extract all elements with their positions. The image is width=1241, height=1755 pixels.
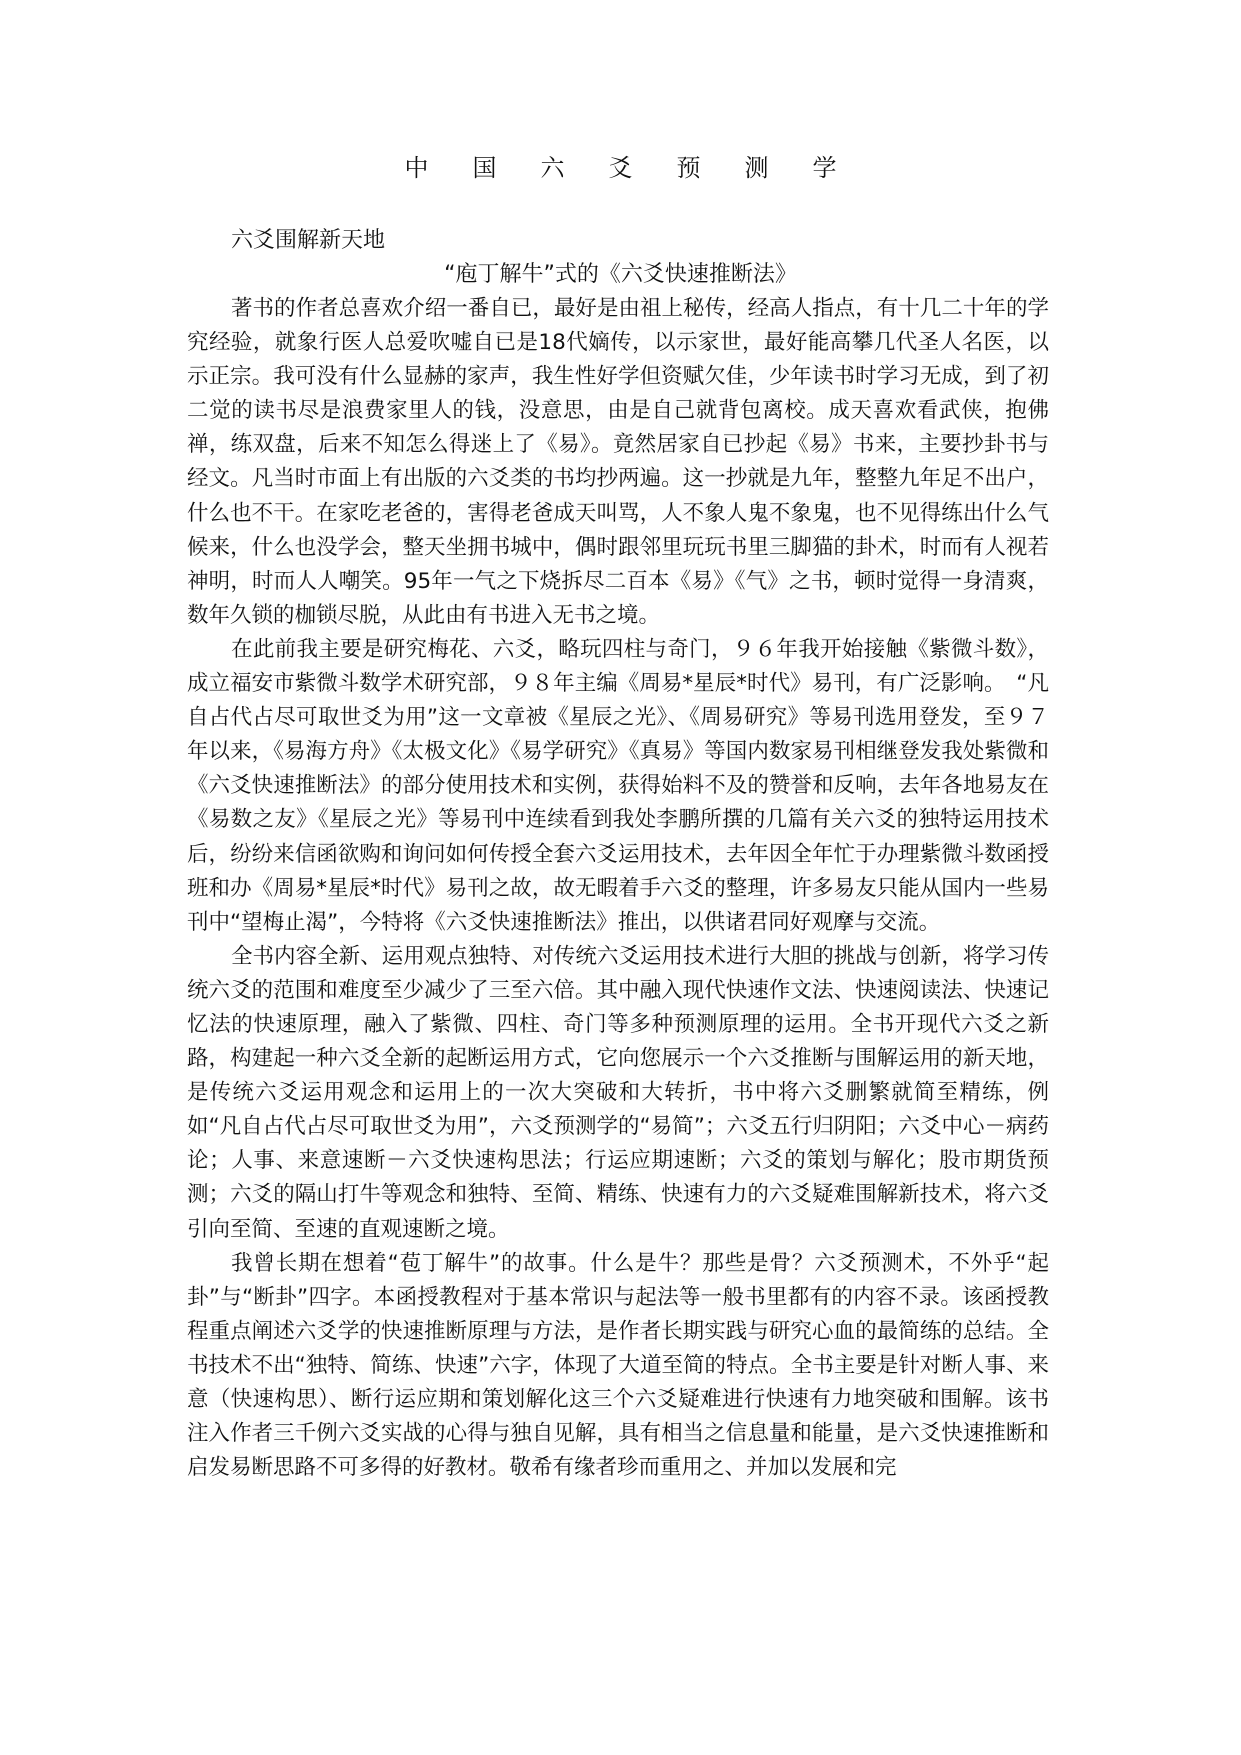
paragraph-2: 在此前我主要是研究梅花、六爻，略玩四柱与奇门，９６年我开始接触《紫微斗数》，成立福安市紫微斗数学术研究部，９８年主编《周易*星辰*时代》易刊，有广泛影响。 “凡自占代占尽可取世爻为用”这一文章被《星辰之光》、《周易研究》等易刊选用登发，至９７年以来，《易海方舟》《太极文化》《易学研究》《真易》等国内数家易刊相继登发我处紫微和《六爻快速推断法》的部分使用技术和实例，获得始料不及的赞誉和反响，去年各地易友在《易数之友》《星辰之光》等易刊中连续看到我处李鹏所撰的几篇有关六爻的独特运用技术后，纷纷来信函欲购和询问如何传授全套六爻运用技术，去年因全年忙于办理紫微斗数函授班和办《周易*星辰*时代》易刊之故，故无暇着手六爻的整理，许多易友只能从国内一些易刊中“望梅止渴”，今特将《六爻快速推断法》推出，以供诸君同好观摩与交流。 [187, 636, 1049, 935]
document-title: 中国六爻预测学 [404, 154, 881, 182]
paragraph-3: 全书内容全新、运用观点独特、对传统六爻运用技术进行大胆的挑战与创新，将学习传统六爻的范围和难度至少减少了三至六倍。其中融入现代快速作文法、快速阅读法、快速记忆法的快速原理，融入了紫微、四柱、奇门等多种预测原理的运用。全书开现代六爻之新路，构建起一种六爻全新的起断运用方式，它向您展示一个六爻推断与围解运用的新天地，是传统六爻运用观念和运用上的一次大突破和大转折，书中将六爻删繁就简至精练，例如“凡自占代占尽可取世爻为用”，六爻预测学的“易简”；六爻五行归阴阳；六爻中心－病药论；人事、来意速断－六爻快速构思法；行运应期速断；六爻的策划与解化；股市期货预测；六爻的隔山打牛等观念和独特、至简、精练、快速有力的六爻疑难围解新技术，将六爻引向至简、至速的直观速断之境。 [187, 943, 1049, 1242]
subheading: “庖丁解牛”式的《六爻快速推断法》 [444, 262, 797, 287]
paragraph-1: 著书的作者总喜欢介绍一番自已，最好是由祖上秘传，经高人指点，有十几二十年的学究经验，就象行医人总爱吹嘘自已是18代嫡传，以示家世，最好能高攀几代圣人名医，以示正宗。我可没有什么显赫的家声，我生性好学但资赋欠佳，少年读书时学习无成，到了初二觉的读书尽是浪费家里人的钱，没意思，由是自己就背包离校。成天喜欢看武侠，抱佛禅，练双盘，后来不知怎么得迷上了《易》。竟然居家自已抄起《易》书来，主要抄卦书与经文。凡当时市面上有出版的六爻类的书均抄两遍。这一抄就是九年，整整九年足不出户，什么也不干。在家吃老爸的，害得老爸成天叫骂，人不象人鬼不象鬼，也不见得练出什么气候来，什么也没学会，整天坐拥书城中，偶时跟邻里玩玩书里三脚猫的卦术，时而有人视若神明，时而人人嘲笑。95年一气之下烧拆尽二百本《易》《气》之书，顿时觉得一身清爽，数年久锁的枷锁尽脱，从此由有书进入无书之境。 [187, 296, 1049, 628]
paragraph-4: 我曾长期在想着“苞丁解牛”的故事。什么是牛？那些是骨？六爻预测术，不外乎“起卦”与“断卦”四字。本函授教程对于基本常识与起法等一般书里都有的内容不录。该函授教程重点阐述六爻学的快速推断原理与方法，是作者长期实践与研究心血的最简练的总结。全书技术不出“独特、简练、快速”六字，体现了大道至简的特点。全书主要是针对断人事、来意（快速构思）、断行运应期和策划解化这三个六爻疑难进行快速有力地突破和围解。该书注入作者三千例六爻实战的心得与独自见解，具有相当之信息量和能量，是六爻快速推断和启发易断思路不可多得的好教材。敬希有缘者珍而重用之、并加以发展和完 [187, 1250, 1049, 1481]
body-text [187, 292, 1049, 1485]
section-heading: 六爻围解新天地 [231, 228, 386, 253]
